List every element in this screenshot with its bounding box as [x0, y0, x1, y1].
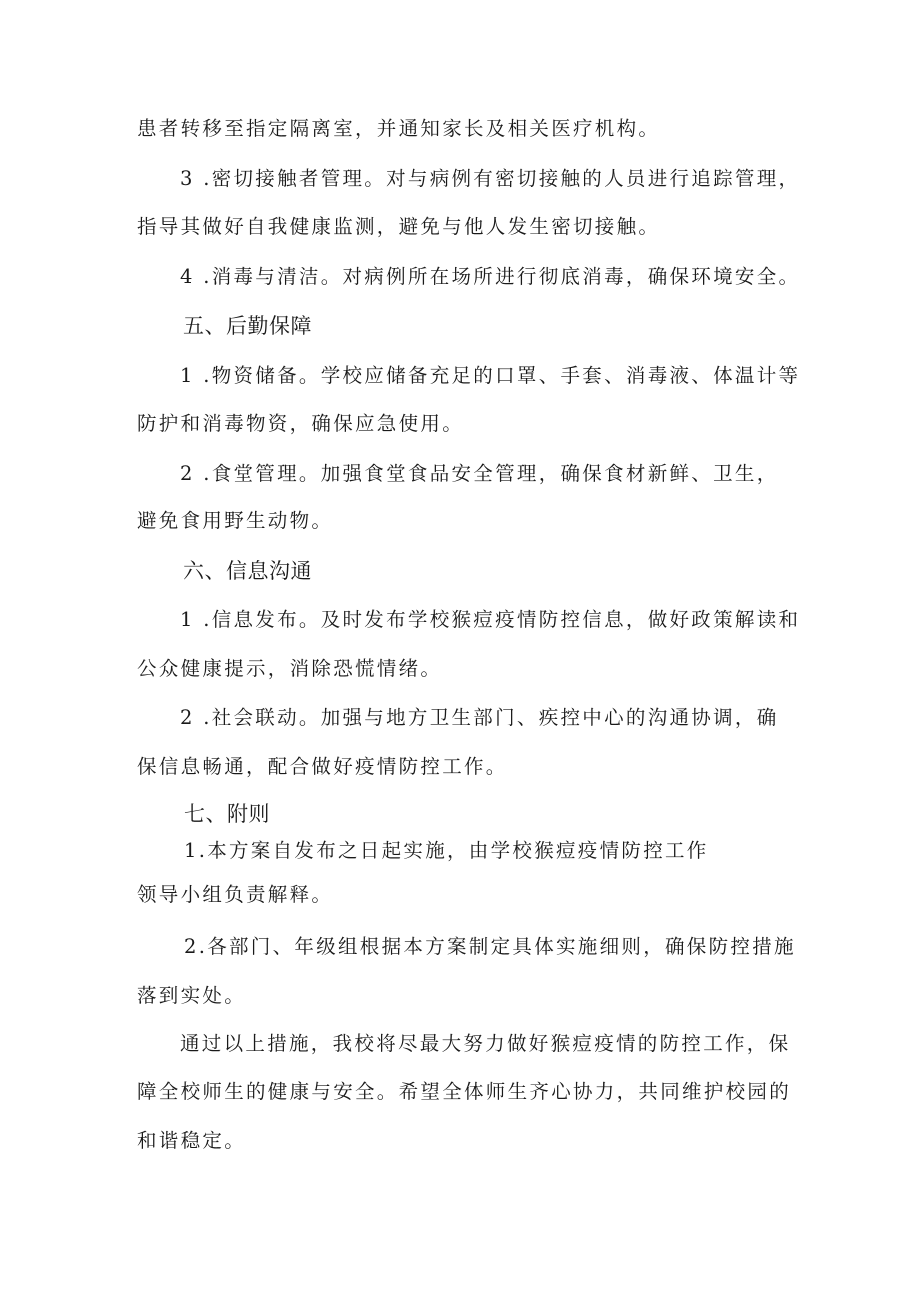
paragraph-line: 和谐稳定。 — [137, 1129, 247, 1152]
paragraph-line: 公众健康提示，消除恐慌情绪。 — [137, 657, 443, 680]
section-heading: 七、附则 — [184, 802, 270, 826]
paragraph-line: 通过以上措施，我校将尽最大努力做好猴痘疫情的防控工作，保 — [180, 1032, 791, 1055]
list-item-line: 2 .食堂管理。加强食堂食品安全管理，确保食材新鲜、卫生， — [180, 462, 779, 485]
list-item-line: 3 .密切接触者管理。对与病例有密切接触的人员进行追踪管理， — [180, 167, 801, 190]
section-heading: 六、信息沟通 — [183, 559, 312, 583]
paragraph-line: 防护和消毒物资，确保应急使用。 — [137, 412, 465, 435]
list-item-line: 4 .消毒与清洁。对病例所在场所进行彻底消毒，确保环境安全。 — [180, 265, 801, 288]
list-item-line: 2 .社会联动。加强与地方卫生部门、疾控中心的沟通协调，确 — [180, 706, 779, 729]
paragraph-line: 患者转移至指定隔离室，并通知家长及相关医疗机构。 — [137, 117, 661, 140]
paragraph-line: 指导其做好自我健康监测，避免与他人发生密切接触。 — [137, 215, 661, 238]
paragraph-line: 避免食用野生动物。 — [137, 509, 334, 532]
paragraph-line: 保信息畅通，配合做好疫情防控工作。 — [137, 755, 508, 778]
paragraph-line: 领导小组负责解释。 — [137, 883, 334, 906]
paragraph-line: 障全校师生的健康与安全。希望全体师生齐心协力，共同维护校园的 — [137, 1080, 792, 1103]
paragraph-line: 落到实处。 — [137, 984, 247, 1007]
list-item-line: 2.各部门、年级组根据本方案制定具体实施细则，确保防控措施 — [184, 935, 796, 958]
list-item-line: 1 .信息发布。及时发布学校猴痘疫情防控信息，做好政策解读和 — [180, 608, 801, 631]
list-item-line: 1 .物资储备。学校应储备充足的口罩、手套、消毒液、体温计等 — [180, 364, 801, 387]
section-heading: 五、后勤保障 — [183, 314, 312, 338]
list-item-line: 1.本方案自发布之日起实施，由学校猴痘疫情防控工作 — [184, 839, 709, 862]
